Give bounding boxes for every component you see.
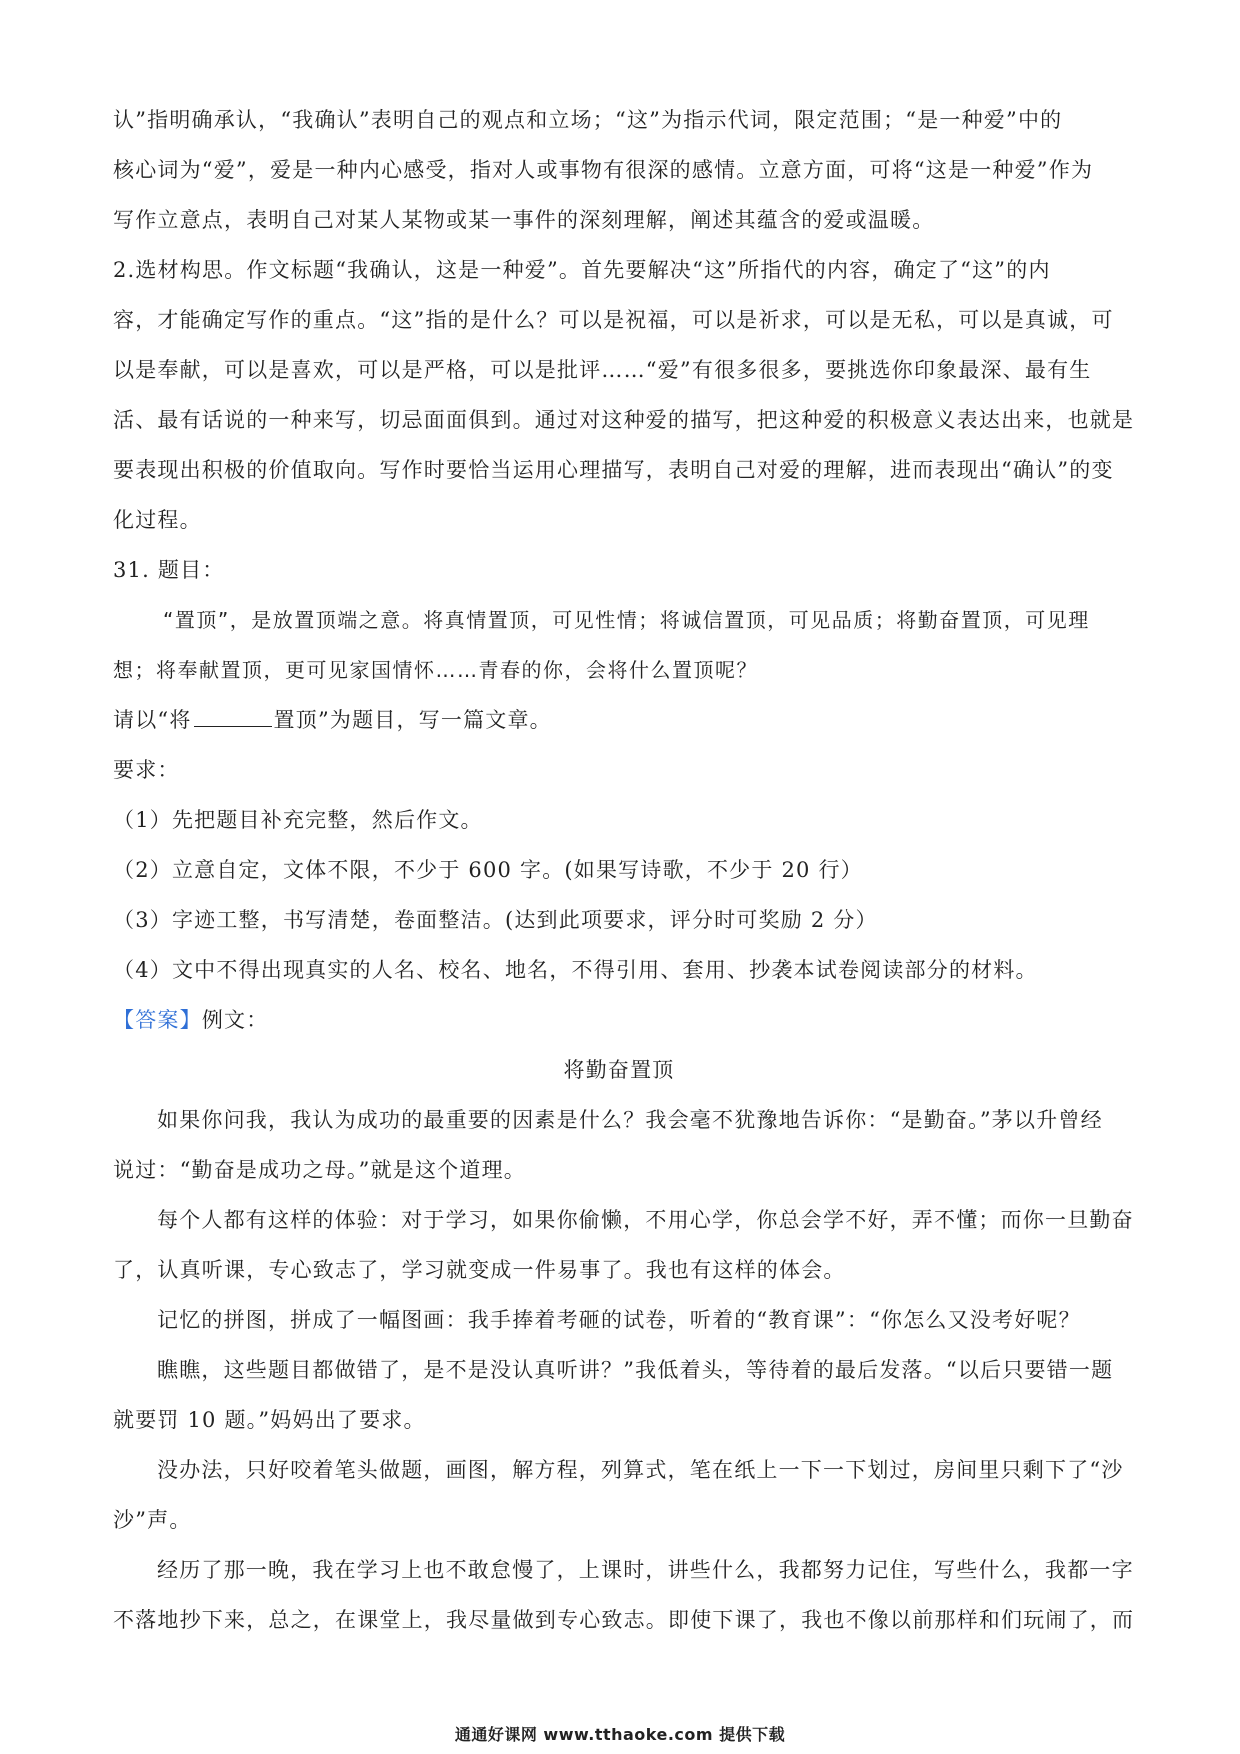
body-line: 活、最有话说的一种来写，切忌面面俱到。通过对这种爱的描写，把这种爱的积极意义表达出来，也就是 — [113, 408, 1135, 432]
essay-line: 如果你问我，我认为成功的最重要的因素是什么？我会毫不犹豫地告诉你：“是勤奋。”茅以升曾经 — [157, 1108, 1103, 1132]
body-line: 认”指明确承认，“我确认”表明自己的观点和立场；“这”为指示代词，限定范围；“是一种爱”中的 — [113, 108, 1063, 132]
answer-line — [113, 995, 1125, 1045]
essay-line: 沙”声。 — [113, 1508, 192, 1532]
instruction-before: 请以“将 — [113, 708, 192, 732]
body-line: 容，才能确定写作的重点。“这”指的是什么？可以是祝福，可以是祈求，可以是无私，可以是真诚，可 — [113, 308, 1114, 332]
essay-line: 瞧瞧，这些题目都做错了，是不是没认真听讲？”我低着头，等待着的最后发落。“以后只要错一题 — [157, 1358, 1114, 1382]
prompt-line: “置顶”，是放置顶端之意。将真情置顶，可见性情；将诚信置顶，可见品质；将勤奋置顶，可见理 — [163, 608, 1090, 632]
instruction-after: 置顶”为题目，写一篇文章。 — [273, 708, 552, 732]
title-blank — [194, 708, 272, 727]
body-line: 2.选材构思。作文标题“我确认，这是一种爱”。首先要解决“这”所指代的内容，确定了“这”的内 — [113, 258, 1051, 282]
essay-line: 每个人都有这样的体验：对于学习，如果你偷懒，不用心学，你总会学不好，弄不懂；而你一旦勤奋 — [157, 1208, 1134, 1232]
document-page — [113, 95, 1135, 1645]
essay-body — [113, 1095, 1135, 1645]
essay-line: 就要罚 10 题。”妈妈出了要求。 — [113, 1408, 426, 1432]
instruction-line — [113, 695, 1125, 745]
essay-line: 记忆的拼图，拼成了一幅图画：我手捧着考砸的试卷，听着的“教育课”：“你怎么又没考好呢？ — [157, 1308, 1081, 1332]
essay-line: 了，认真听课，专心致志了，学习就变成一件易事了。我也有这样的体会。 — [113, 1258, 846, 1282]
prompt-line: 想；将奉献置顶，更可见家国情怀……青春的你，会将什么置顶呢？ — [113, 658, 758, 682]
essay-line: 没办法，只好咬着笔头做题，画图，解方程，列算式，笔在纸上一下一下划过，房间里只剩下了“沙 — [157, 1458, 1124, 1482]
requirement-item: （1）先把题目补充完整，然后作文。 — [113, 808, 483, 832]
requirement-item: （2）立意自定，文体不限，不少于 600 字。(如果写诗歌，不少于 20 行） — [113, 858, 863, 882]
body-line: 写作立意点，表明自己对某人某物或某一事件的深刻理解，阐述其蕴含的爱或温暖。 — [113, 208, 935, 232]
answer-text: 例文： — [201, 1008, 269, 1032]
body-line: 要表现出积极的价值取向。写作时要恰当运用心理描写，表明自己对爱的理解，进而表现出“确认”的变 — [113, 458, 1114, 482]
question-number: 31. 题目： — [113, 558, 225, 582]
body-line: 以是奉献，可以是喜欢，可以是严格，可以是批评……“爱”有很多很多，要挑选你印象最深、最有生 — [113, 358, 1092, 382]
essay-line: 不落地抄下来，总之，在课堂上，我尽量做到专心致志。即使下课了，我也不像以前那样和们玩闹了，而 — [113, 1608, 1135, 1632]
requirement-item: （3）字迹工整，书写清楚，卷面整洁。(达到此项要求，评分时可奖励 2 分） — [113, 908, 878, 932]
requirements-heading: 要求： — [113, 758, 180, 782]
body-line: 核心词为“爱”，爱是一种内心感受，指对人或事物有很深的感情。立意方面，可将“这是一种爱”作为 — [113, 158, 1094, 182]
requirement-item: （4）文中不得出现真实的人名、校名、地名，不得引用、套用、抄袭本试卷阅读部分的材料。 — [113, 958, 1038, 982]
body-line: 化过程。 — [113, 508, 202, 532]
essay-title: 将勤奋置顶 — [563, 1058, 675, 1082]
page-footer: 通通好课网 www.tthaoke.com 提供下载 — [454, 1725, 786, 1744]
essay-line: 说过：“勤奋是成功之母。”就是这个道理。 — [113, 1158, 526, 1182]
answer-tag: 【答案】 — [113, 1008, 202, 1032]
essay-line: 经历了那一晚，我在学习上也不敢怠慢了，上课时，讲些什么，我都努力记住，写些什么，我都一字 — [157, 1558, 1134, 1582]
